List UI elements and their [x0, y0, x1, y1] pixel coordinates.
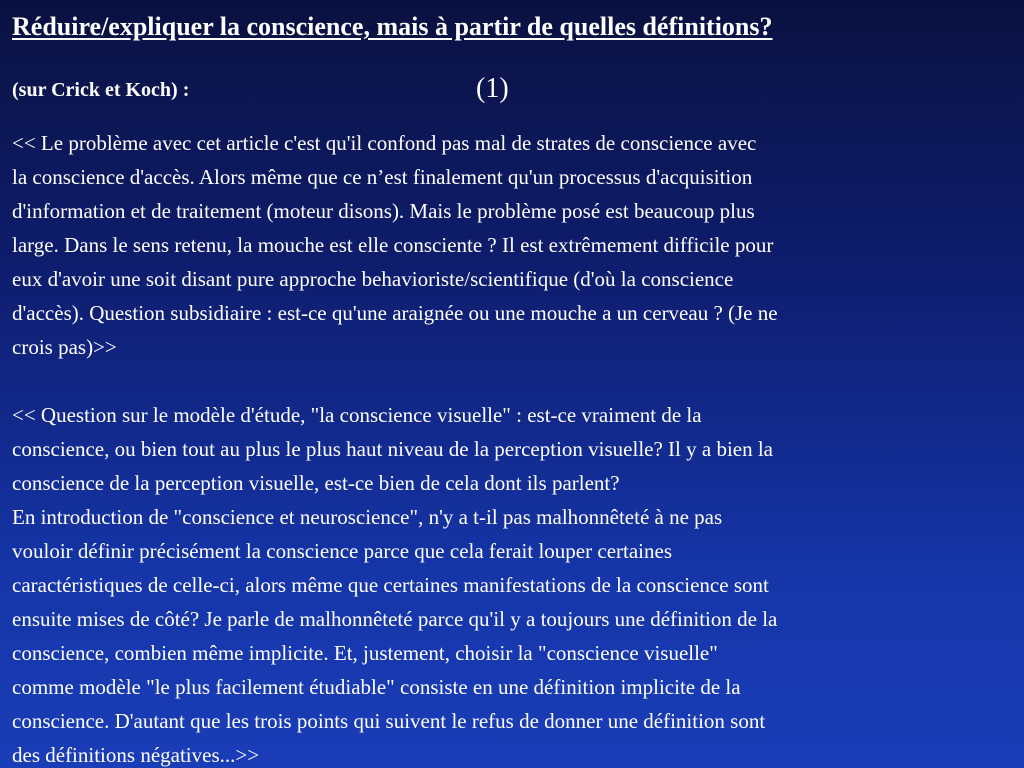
paragraph-spacer	[12, 364, 1018, 398]
slide-subtitle: (sur Crick et Koch) :	[12, 79, 190, 101]
slide-title: Réduire/expliquer la conscience, mais à partir de quelles définitions?	[12, 12, 773, 41]
slide-body	[12, 126, 1018, 768]
paragraph-third-comment: En introduction de "conscience et neuroscience", n'y a t-il pas malhonnêteté à ne pas vouloir définir précisément la conscience parce que cela ferait louper certaines caractéristiques de celle-ci, alors même que certaines manifestations de la conscience sont ensuite mises de côté? Je parle de malhonnêteté parce qu'il y a toujours une définition de la conscience, combien même implicite. Et, justement, choisir la "conscience visuelle" comme modèle "le plus facilement étudiable" consiste en une définition implicite de la conscience. D'autant que les trois points qui suivent le refus de donner une définition sont des définitions négatives...>>	[12, 505, 778, 767]
paragraph-first-comment: << Le problème avec cet article c'est qu'il confond pas mal de strates de conscience avec la conscience d'accès. Alors même que ce n’est finalement qu'un processus d'acquisition d'information et de traitement (moteur disons). Mais le problème posé est beaucoup plus large. Dans le sens retenu, la mouche est elle consciente ? Il est extrêmement difficile pour eux d'avoir une soit disant pure approche behavioriste/scientifique (d'où la conscience d'accès). Question subsidiaire : est-ce qu'une araignée ou une mouche a un cerveau ? (Je ne crois pas)>>	[12, 131, 778, 359]
slide-number-label: (1)	[476, 73, 509, 104]
paragraph-second-comment: << Question sur le modèle d'étude, "la conscience visuelle" : est-ce vraiment de la conscience, ou bien tout au plus le plus haut niveau de la perception visuelle? Il y a bien la conscience de la perception visuelle, est-ce bien de cela dont ils parlent?	[12, 403, 774, 495]
